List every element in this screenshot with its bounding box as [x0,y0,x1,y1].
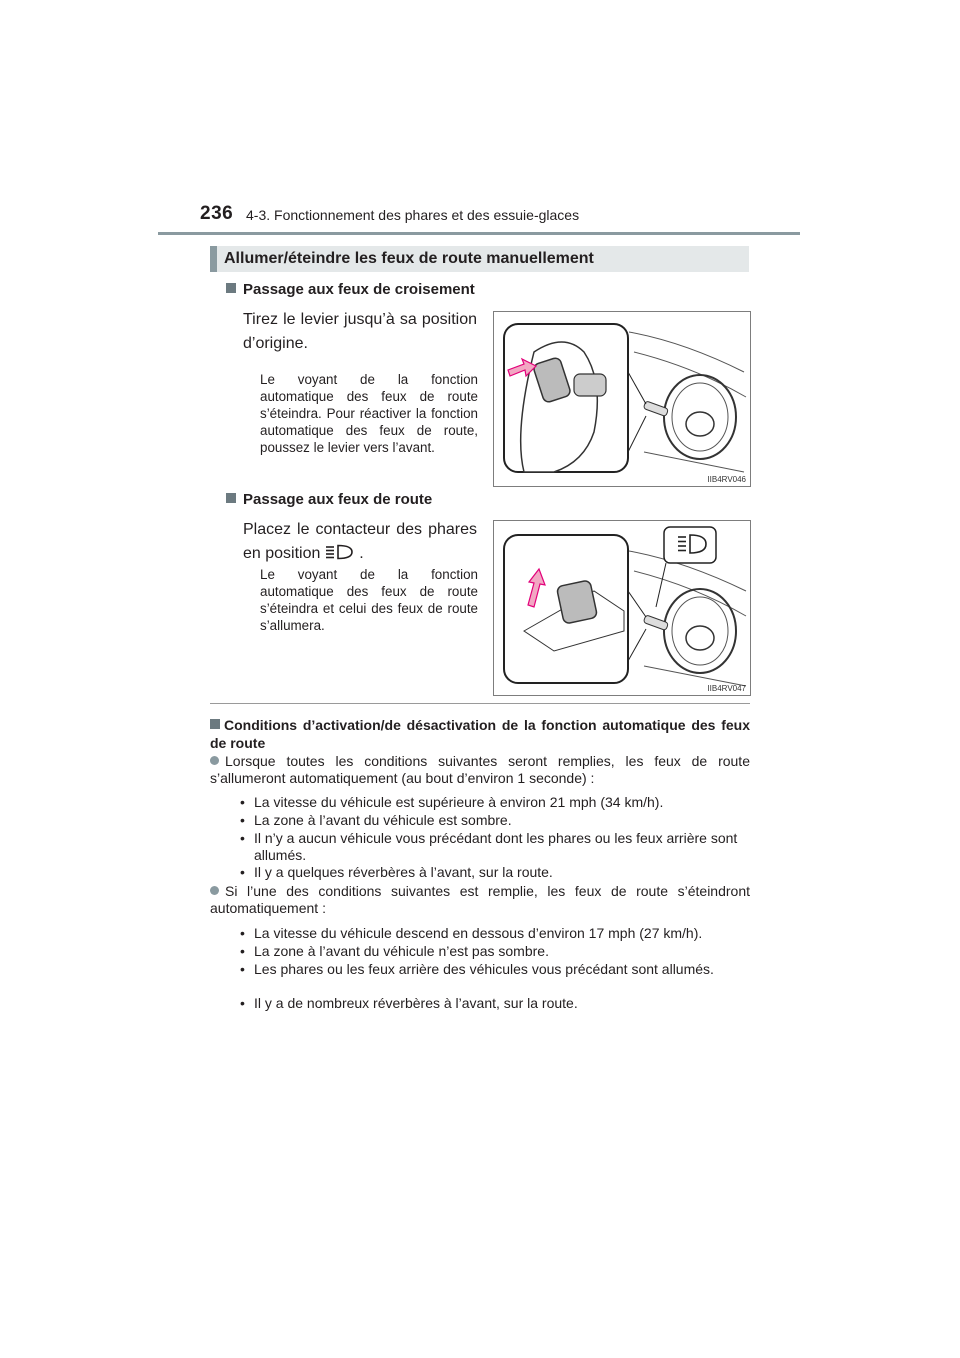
list-item: • La zone à l’avant du véhicule n’est pas sombre. [240,943,549,959]
list-item: • Les phares ou les feux arrière des véhicules vous précédant sont allumés. [240,961,714,977]
round-bullet-icon [210,756,219,765]
high-beam-instruction-end: . [359,545,364,562]
conditions-heading-text: Conditions d’activation/de désactivation de la fonction automatique des feux de route [210,717,750,751]
list-item: • La vitesse du véhicule descend en dessous d’environ 17 mph (27 km/h). [240,925,703,941]
list-item: • Il y a de nombreux réverbères à l’avant, sur la route. [240,995,578,1011]
high-beam-instruction [243,518,477,566]
list-item: • La vitesse du véhicule est supérieure à environ 21 mph (34 km/h). [240,794,664,810]
round-bullet-icon [210,886,219,895]
section-title: Allumer/éteindre les feux de route manuellement [224,250,594,267]
low-beam-figure [493,311,751,487]
section-separator [210,703,750,704]
switch-position-illustration [494,521,750,695]
low-beam-heading [226,281,475,298]
square-bullet-icon [210,719,220,729]
high-beam-icon [325,544,355,560]
high-beam-heading [226,491,432,508]
conditions-off-intro-text: Si l’une des conditions suivantes est remplie, les feux de route s’éteindront automatiquement : [210,883,750,916]
list-item: • La zone à l’avant du véhicule est sombre. [240,812,512,828]
figure-code: IIB4RV047 [707,684,746,693]
figure-code: IIB4RV046 [707,475,746,484]
low-beam-heading-text: Passage aux feux de croisement [243,281,475,298]
list-item: • Il y a quelques réverbères à l’avant, sur la route. [240,864,553,880]
page-number: 236 [200,203,234,224]
square-bullet-icon [226,283,236,293]
high-beam-figure [493,520,751,696]
header-rule [158,232,800,235]
conditions-off-intro [210,883,750,917]
list-item: • Il n’y a aucun véhicule vous précédant dont les phares ou les feux arrière sont allumés. [240,830,738,863]
low-beam-note: Le voyant de la fonction automatique des feux de route s’éteindra. Pour réactiver la fonction automatique des feux de route, poussez le levier vers l’avant. [260,372,478,455]
high-beam-note: Le voyant de la fonction automatique des feux de route s’éteindra et celui des feux de route s’allumera. [260,567,478,633]
square-bullet-icon [226,493,236,503]
chapter-title: 4-3. Fonctionnement des phares et des essuie-glaces [246,207,580,223]
low-beam-instruction: Tirez le levier jusqu’à sa position d’origine. [243,311,477,352]
conditions-on-intro [210,753,750,787]
conditions-heading [210,716,750,752]
lever-pull-illustration [494,312,750,486]
high-beam-instruction-text: Placez le contacteur des phares en position [243,521,477,562]
high-beam-heading-text: Passage aux feux de route [243,491,433,508]
conditions-on-intro-text: Lorsque toutes les conditions suivantes seront remplies, les feux de route s’allumeront automatiquement (au bout d’environ 1 seconde) : [210,753,750,786]
